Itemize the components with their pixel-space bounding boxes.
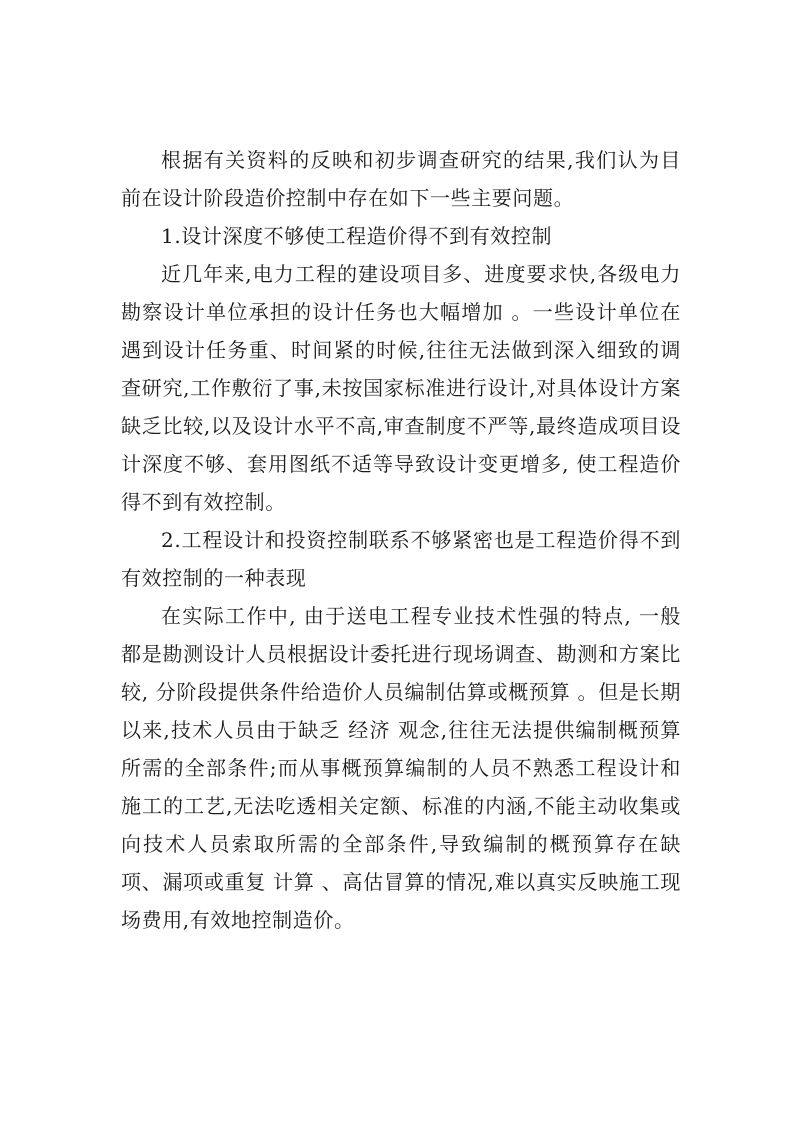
heading-item-1: 1.设计深度不够使工程造价得不到有效控制 xyxy=(161,224,553,248)
document-body xyxy=(121,141,681,939)
paragraph-intro: 根据有关资料的反映和初步调查研究的结果,我们认为目前在设计阶段造价控制中存在如下一些主要问题。 xyxy=(121,148,681,210)
heading-item-2: 2.工程设计和投资控制联系不够紧密也是工程造价得不到有效控制的一种表现 xyxy=(121,528,681,590)
paragraph-practice: 在实际工作中, 由于送电工程专业技术性强的特点, 一般都是勘测设计人员根据设计委托进行现场调查、勘测和方案比较, 分阶段提供条件给造价人员编制估算或概预算 。但是长期以来,技术人员由于缺乏 经济 观念,往往无法提供编制概预算所需的全部条件;而从事概预算编制的人员不熟悉工程设计和施工的工艺,无法吃透相关定额、标准的内涵,不能主动收集或向技术人员索取所需的全部条件,导致编制的概预算存在缺项、漏项或重复 计算 、高估冒算的情况,难以真实反映施工现场费用,有效地控制造价。 xyxy=(121,604,681,932)
paragraph-design-depth: 近几年来,电力工程的建设项目多、进度要求快,各级电力勘察设计单位承担的设计任务也大幅增加 。一些设计单位在遇到设计任务重、时间紧的时候,往往无法做到深入细致的调查研究,工作敷衍了事,未按国家标准进行设计,对具体设计方案缺乏比较,以及设计水平不高,审查制度不严等,最终造成项目设计深度不够、套用图纸不适等导致设计变更增多, 使工程造价得不到有效控制。 xyxy=(121,262,681,514)
